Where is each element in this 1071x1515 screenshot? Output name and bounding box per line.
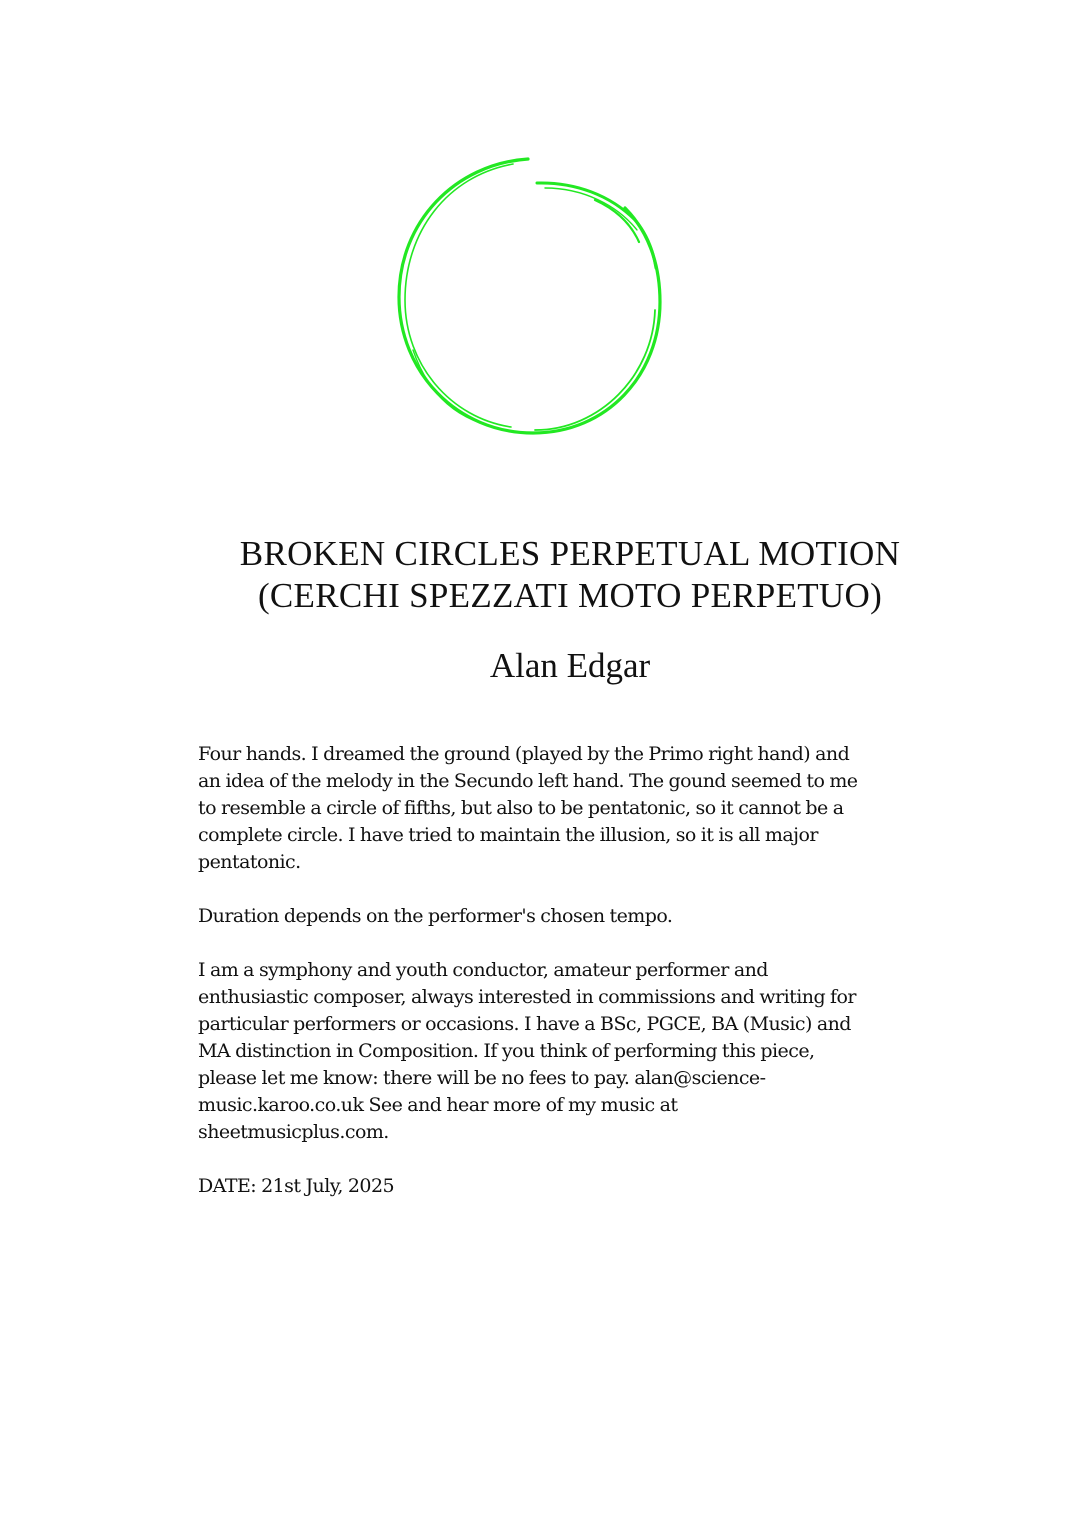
- description-paragraph: Four hands. I dreamed the ground (played by the Primo right hand) and an idea of the melody in the Secundo left hand. The gound seemed to me to resemble a circle of fifths, but also to be pentatonic, so it cannot be a complete circle. I have tried to maintain the illusion, so it is all major pentatonic.: [198, 743, 858, 873]
- broken-circle-logo: [385, 150, 675, 445]
- bio-paragraph: I am a symphony and youth conductor, amateur performer and enthusiastic composer, always interested in commissions and writing for particular performers or occasions. I have a BSc, PGCE, BA (Music) and MA distinction in Composition. If you think of performing this piece, please let me know: there will be no fees to pay. alan@science- music.karoo.co.uk See and hear more of my music at sheetmusicplus.com.: [198, 959, 856, 1143]
- broken-circle-icon: [385, 150, 675, 445]
- date-paragraph: DATE: 21st July, 2025: [198, 1175, 395, 1197]
- composer-name: Alan Edgar: [489, 646, 651, 685]
- title-line-1: BROKEN CIRCLES PERPETUAL MOTION: [239, 534, 901, 573]
- title-line-2: (CERCHI SPEZZATI MOTO PERPETUO): [257, 576, 883, 615]
- piece-title: [130, 533, 1010, 617]
- program-notes: [198, 741, 958, 1227]
- duration-paragraph: Duration depends on the performer's chosen tempo.: [198, 905, 673, 927]
